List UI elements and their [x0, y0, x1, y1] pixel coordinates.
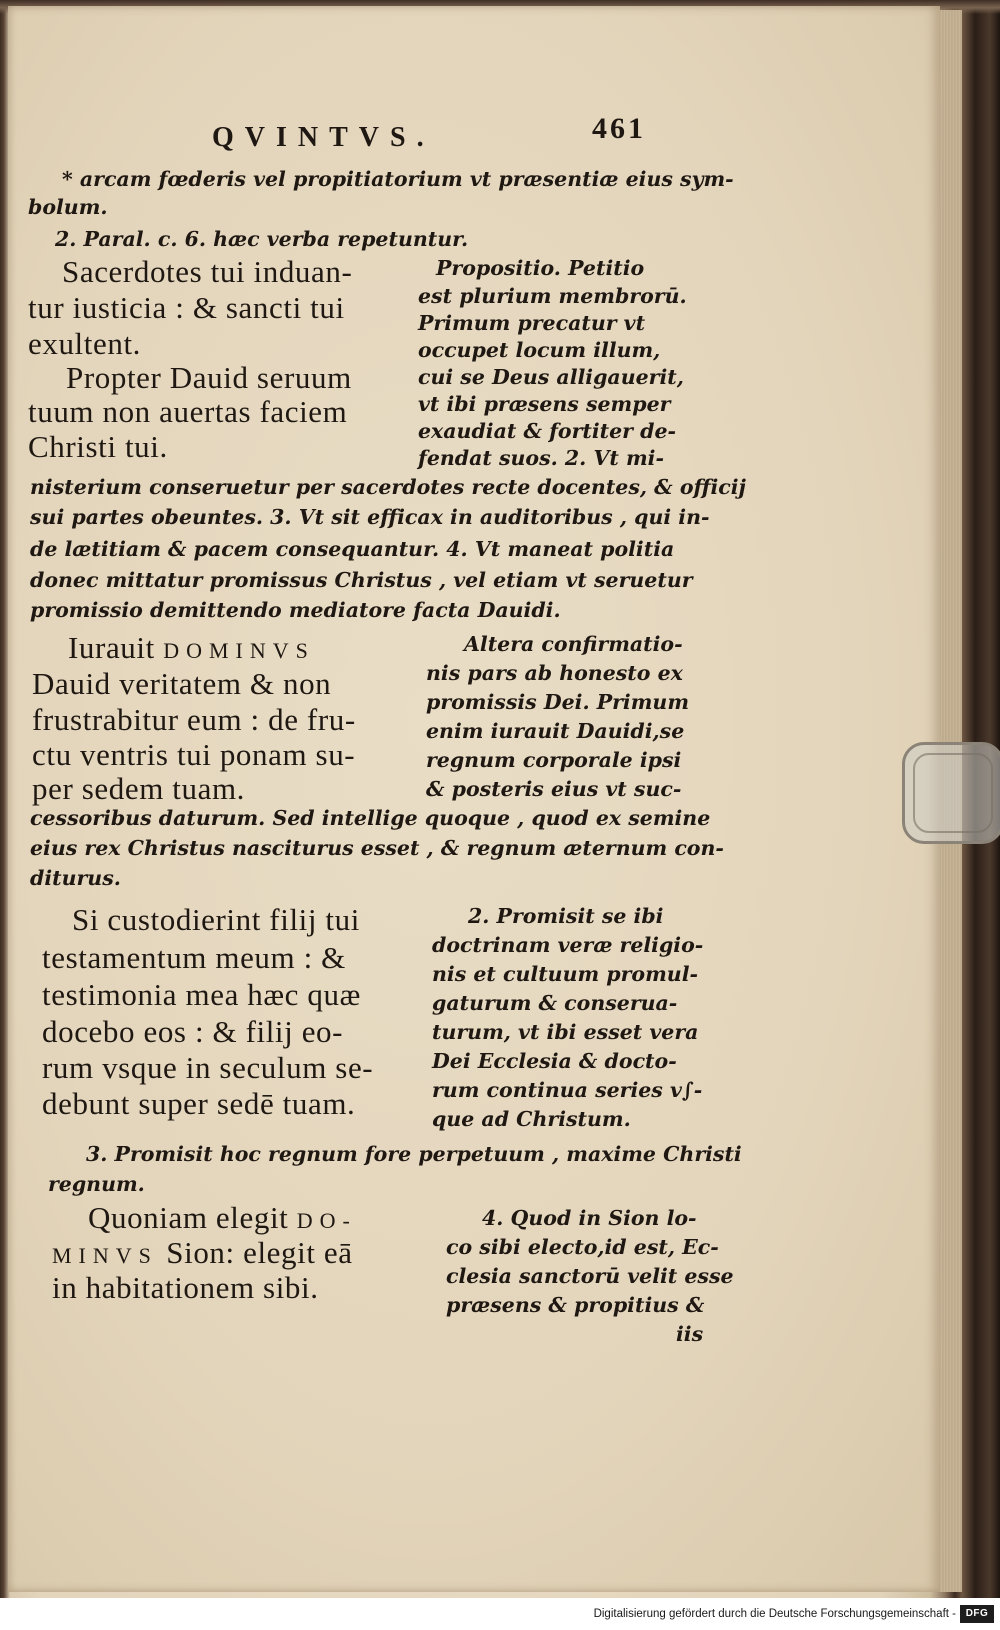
small-caps-dominus: DOMINVS	[163, 638, 315, 663]
commentary-line: & posteris eius vt suc-	[426, 777, 682, 801]
commentary-line: nis et cultuum promul-	[432, 962, 698, 986]
commentary-line: diturus.	[30, 866, 121, 890]
verse-line: per sedem tuam.	[32, 771, 246, 806]
commentary-line: nis pars ab honesto ex	[426, 661, 683, 685]
verse-line: Christi tui.	[28, 429, 168, 464]
verse-line: in habitationem sibi.	[52, 1270, 319, 1305]
verse-line: Dauid veritatem & non	[32, 666, 332, 701]
verse-line: tuum non auertas faciem	[28, 394, 348, 429]
note-paralipomenon: 2. Paral. c. 6. hæc verba repetuntur.	[55, 227, 469, 251]
commentary-line: rum continua series v∫-	[432, 1078, 703, 1102]
verse-line: testamentum meum : &	[42, 940, 346, 975]
commentary-line: sui partes obeuntes. 3. Vt sit efficax in auditoribus , qui in-	[30, 505, 710, 529]
page-number: 461	[592, 112, 646, 145]
commentary-line: exaudiat & fortiter de-	[418, 419, 676, 443]
commentary-line: donec mittatur promissus Christus , vel etiam vt seruetur	[30, 568, 693, 592]
verse-line: testimonia mea hæc quæ	[42, 977, 361, 1012]
commentary-line: eius rex Christus nasciturus esset , & regnum æternum con-	[30, 836, 724, 860]
commentary-line: enim iurauit Dauidi,se	[426, 719, 685, 743]
commentary-line: Primum precatur vt	[418, 311, 646, 335]
verse-line: tur iusticia : & sancti tui	[28, 290, 345, 325]
verse-line: docebo eos : & filij eo-	[42, 1014, 344, 1049]
commentary-line: vt ibi præsens semper	[418, 392, 671, 416]
digitization-credit: Digitalisierung gefördert durch die Deutsche Forschungsgemeinschaft -	[593, 1608, 956, 1620]
commentary-line: doctrinam veræ religio-	[432, 933, 704, 957]
verse-line: frustrabitur eum : de fru-	[32, 702, 356, 737]
commentary-line: turum, vt ibi esset vera	[432, 1020, 699, 1044]
note-line: * arcam fœderis vel propitiatorium vt præsentiæ eius sym-	[62, 167, 734, 191]
verse-line: Sacerdotes tui induan-	[62, 254, 353, 289]
verse-line: Propter Dauid seruum	[66, 360, 352, 395]
commentary-line: est plurium membrorū.	[418, 284, 687, 308]
commentary-line: clesia sanctorū velit esse	[446, 1264, 734, 1288]
commentary-line: occupet locum illum,	[418, 338, 661, 362]
commentary-line: promissis Dei. Primum	[426, 690, 690, 714]
commentary-line: 4. Quod in Sion lo-	[482, 1206, 697, 1230]
commentary-line: regnum corporale ipsi	[426, 748, 682, 772]
commentary-line: de lætitiam & pacem consequantur. 4. Vt maneat politia	[30, 537, 675, 561]
catchword: iis	[676, 1322, 704, 1346]
verse-line: Si custodierint filij tui	[72, 902, 360, 937]
commentary-line: Propositio. Petitio	[436, 256, 645, 280]
verse-line: Quoniam elegit DO-	[88, 1200, 357, 1235]
commentary-line: cui se Deus alligauerit,	[418, 365, 684, 389]
verse-line: debunt super sedē tuam.	[42, 1086, 356, 1121]
verse-line: rum vsque in seculum se-	[42, 1050, 374, 1085]
page-clip-tab	[902, 742, 1000, 844]
commentary-line: Altera confirmatio-	[464, 632, 683, 656]
commentary-line: cessoribus daturum. Sed intellige quoque , quod ex semine	[30, 806, 711, 830]
commentary-line: co sibi electo,id est, Ec-	[446, 1235, 719, 1259]
commentary-line: que ad Christum.	[432, 1107, 631, 1131]
dfg-logo: DFG	[960, 1605, 994, 1623]
verse-line: exultent.	[28, 326, 142, 361]
running-header-title: QVINTVS.	[212, 122, 435, 153]
verse-line: ctu ventris tui ponam su-	[32, 737, 356, 772]
verse-line: Iurauit DOMINVS	[68, 630, 315, 665]
note-line: bolum.	[28, 195, 108, 219]
commentary-line: 3. Promisit hoc regnum fore perpetuum , maxime Christi	[86, 1142, 742, 1166]
commentary-line: promissio demittendo mediatore facta Dauidi.	[30, 598, 561, 622]
commentary-line: præsens & propitius &	[446, 1293, 705, 1317]
commentary-line: regnum.	[48, 1172, 145, 1196]
commentary-line: fendat suos. 2. Vt mi-	[418, 446, 664, 470]
commentary-line: 2. Promisit se ibi	[468, 904, 664, 928]
commentary-line: nisterium conseruetur per sacerdotes recte docentes, & officij	[30, 475, 746, 499]
commentary-line: Dei Ecclesia & docto-	[432, 1049, 677, 1073]
commentary-line: gaturum & conserua-	[432, 991, 678, 1015]
verse-line: MINVS Sion: elegit eā	[52, 1235, 353, 1270]
